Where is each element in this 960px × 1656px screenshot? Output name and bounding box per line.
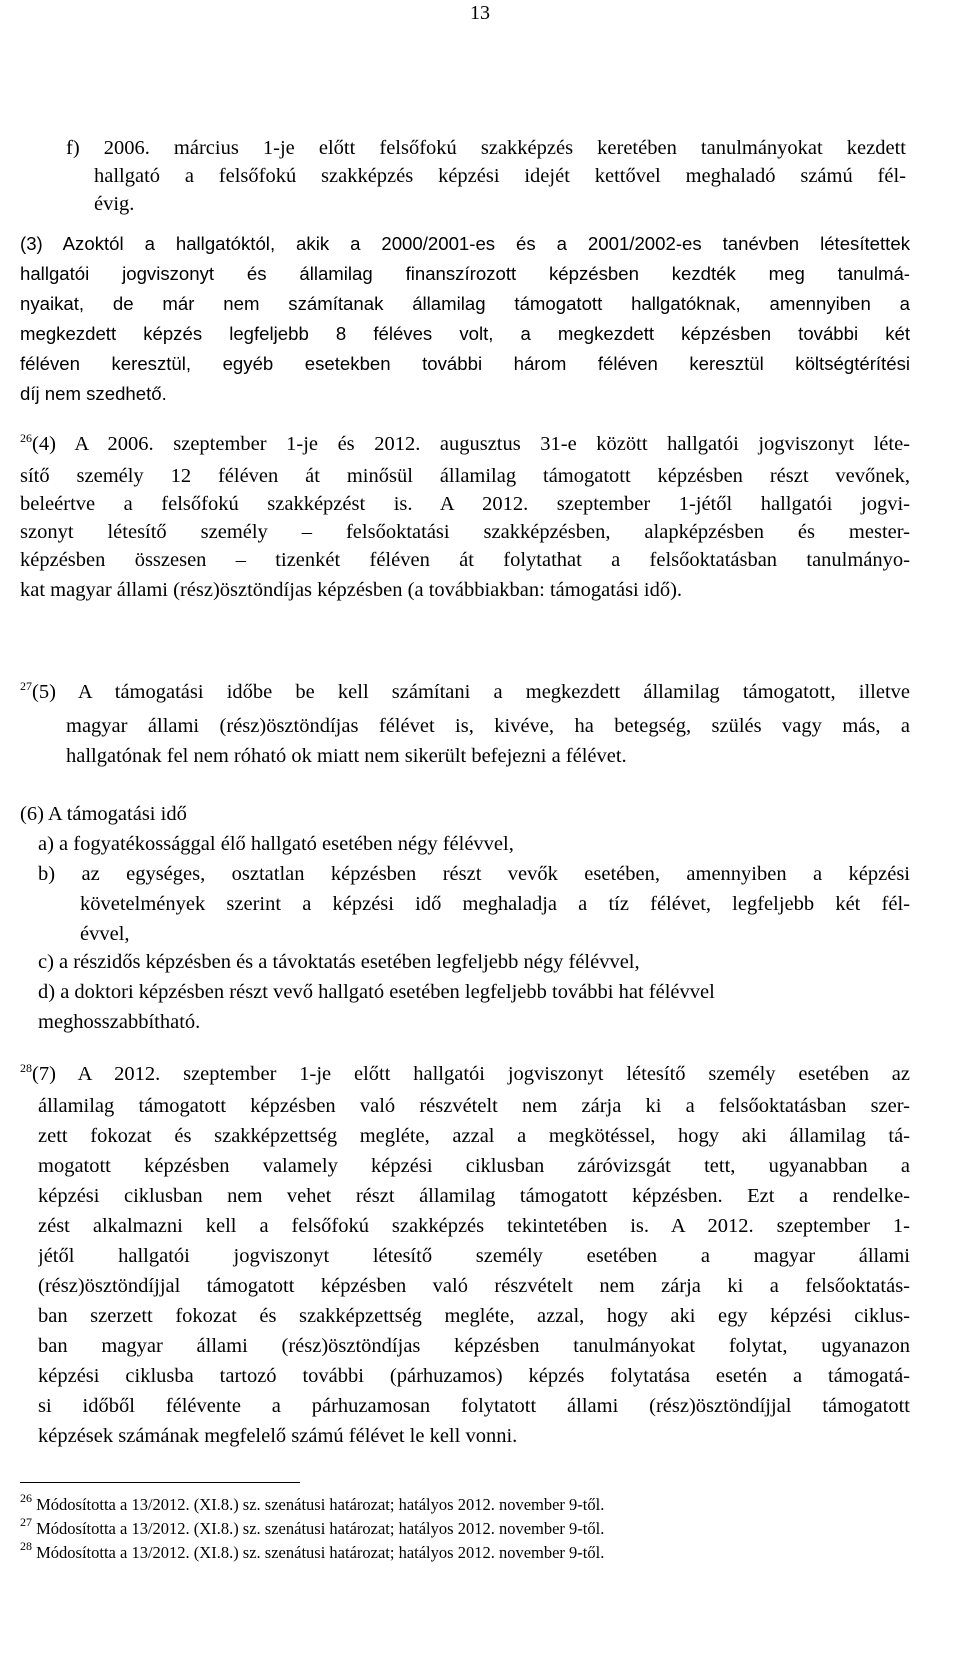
list-item-d: d) a doktori képzésben részt vevő hallgató esetében legfeljebb további hat félévvel [38, 981, 715, 1003]
para-4-line-1: $^{26}$(4) A 2006. szeptember 1-je és 2012. augusztus 31-e között hallgatói jogviszonyt léte- [20, 431, 910, 455]
item-f-line-3: évig. [94, 193, 135, 215]
footnote-26 [20, 1491, 605, 1516]
para-3-line-6: díj nem szedhető. [20, 383, 167, 404]
para-7-line-8: (rész)ösztöndíjjal támogatott képzésben való részvételt nem zárja ki a felsőoktatás- [38, 1275, 910, 1297]
para-7-line-12: si időből félévente a párhuzamosan folytatott állami (rész)ösztöndíjjal támogatott [38, 1395, 910, 1417]
para-3-line-2: hallgatói jogviszonyt és államilag finanszírozott képzésben kezdték meg tanulmá- [20, 263, 910, 284]
para-3-line-4: megkezdett képzés legfeljebb 8 féléves volt, a megkezdett képzésben további két [20, 323, 910, 344]
para-4-line-5: képzésben összesen – tizenkét féléven át folytathat a felsőoktatásban tanulmányo- [20, 549, 910, 571]
para-4-line-4: szonyt létesítő személy – felsőoktatási szakképzésben, alapképzésben és mester- [20, 521, 910, 543]
footnote-27-text: Módosította a 13/2012. (XI.8.) sz. szenátusi határozat; hatályos 2012. november 9-től. [36, 1519, 605, 1538]
item-f-line-1: f) 2006. március 1-je előtt felsőfokú szakképzés keretében tanulmányokat kezdett [66, 137, 906, 159]
list-item-b-line-3: évvel, [80, 923, 130, 945]
para-5-line-3: hallgatónak fel nem róható ok miatt nem sikerült befejezni a félévet. [66, 745, 627, 767]
footnote-ref-26[interactable]: 26 [20, 431, 32, 445]
para-7-line-1: $^{28}$(7) A 2012. szeptember 1-je előtt hallgatói jogviszonyt létesítő személy esetében az [20, 1061, 910, 1085]
para-3-line-1: (3) Azoktól a hallgatóktól, akik a 2000/2001-es és a 2001/2002-es tanévben létesítettek [20, 233, 910, 254]
para-5-line-1: $^{27}$(5) A támogatási időbe be kell számítani a megkezdett államilag támogatott, illetve [20, 679, 910, 703]
list-item-b-line-1: b) az egységes, osztatlan képzésben részt vevők esetében, amennyiben a képzési [38, 863, 910, 885]
list-item-b-line-2: követelmények szerint a képzési idő meghaladja a tíz félévet, legfeljebb két fél- [80, 893, 910, 915]
para-5-line-2: magyar állami (rész)ösztöndíjas félévet is, kivéve, ha betegség, szülés vagy más, a [66, 715, 910, 737]
para-7-line-3: zett fokozat és szakképzettség megléte, azzal a megkötéssel, hogy aki államilag tá- [38, 1125, 910, 1147]
item-f-line-2: hallgató a felsőfokú szakképzés képzési idejét kettővel meghaladó számú fél- [94, 165, 906, 187]
footnote-ref-28[interactable]: 28 [20, 1061, 32, 1075]
footnote-28-ref: 28 [20, 1539, 32, 1553]
para-4-line-6: kat magyar állami (rész)ösztöndíjas képzésben (a továbbiakban: támogatási idő). [20, 579, 683, 601]
footnote-26-text: Módosította a 13/2012. (XI.8.) sz. szenátusi határozat; hatályos 2012. november 9-től. [36, 1495, 605, 1514]
footnote-divider [20, 1482, 300, 1483]
para-4-line-3: beleértve a felsőfokú szakképzést is. A 2012. szeptember 1-jétől hallgatói jogvi- [20, 493, 910, 515]
para-7-line-9: ban szerzett fokozat és szakképzettség megléte, azzal, hogy aki egy képzési ciklus- [38, 1305, 910, 1327]
page-number: 13 [470, 2, 490, 24]
footnote-ref-27[interactable]: 27 [20, 679, 32, 693]
para-6-closing: meghosszabbítható. [38, 1011, 201, 1033]
para-7-line-2: államilag támogatott képzésben való részvételt nem zárja ki a felsőoktatásban szer- [38, 1095, 910, 1117]
footnote-28 [20, 1539, 605, 1564]
para-3-line-5: féléven keresztül, egyéb esetekben további három féléven keresztül költségtérítési [20, 353, 910, 374]
para-7-line-6: zést alkalmazni kell a felsőfokú szakképzés tekintetében is. A 2012. szeptember 1- [38, 1215, 910, 1237]
para-6-heading: (6) A támogatási idő [20, 803, 187, 825]
para-7-line-5: képzési ciklusban nem vehet részt államilag támogatott képzésben. Ezt a rendelke- [38, 1185, 910, 1207]
para-7-line-11: képzési ciklusba tartozó további (párhuzamos) képzés folytatása esetén a támogatá- [38, 1365, 910, 1387]
para-3-line-3: nyaikat, de már nem számítanak államilag támogatott hallgatóknak, amennyiben a [20, 293, 910, 314]
footnote-28-text: Módosította a 13/2012. (XI.8.) sz. szenátusi határozat; hatályos 2012. november 9-től. [36, 1543, 605, 1562]
list-item-a: a) a fogyatékossággal élő hallgató esetében négy félévvel, [38, 833, 514, 855]
para-7-line-7: jétől hallgatói jogviszonyt létesítő személy esetében a magyar állami [38, 1245, 910, 1267]
para-7-line-4: mogatott képzésben valamely képzési ciklusban záróvizsgát tett, ugyanabban a [38, 1155, 910, 1177]
footnote-27-ref: 27 [20, 1515, 32, 1529]
para-7-line-13: képzések számának megfelelő számú félévet le kell vonni. [38, 1425, 518, 1447]
para-4-line-2: sítő személy 12 féléven át minősül államilag támogatott képzésben részt vevőnek, [20, 465, 910, 487]
list-item-c: c) a részidős képzésben és a távoktatás esetében legfeljebb négy félévvel, [38, 951, 640, 973]
para-7-line-10: ban magyar állami (rész)ösztöndíjas képzésben tanulmányokat folytat, ugyanazon [38, 1335, 910, 1357]
footnote-26-ref: 26 [20, 1491, 32, 1505]
footnote-27 [20, 1515, 605, 1540]
